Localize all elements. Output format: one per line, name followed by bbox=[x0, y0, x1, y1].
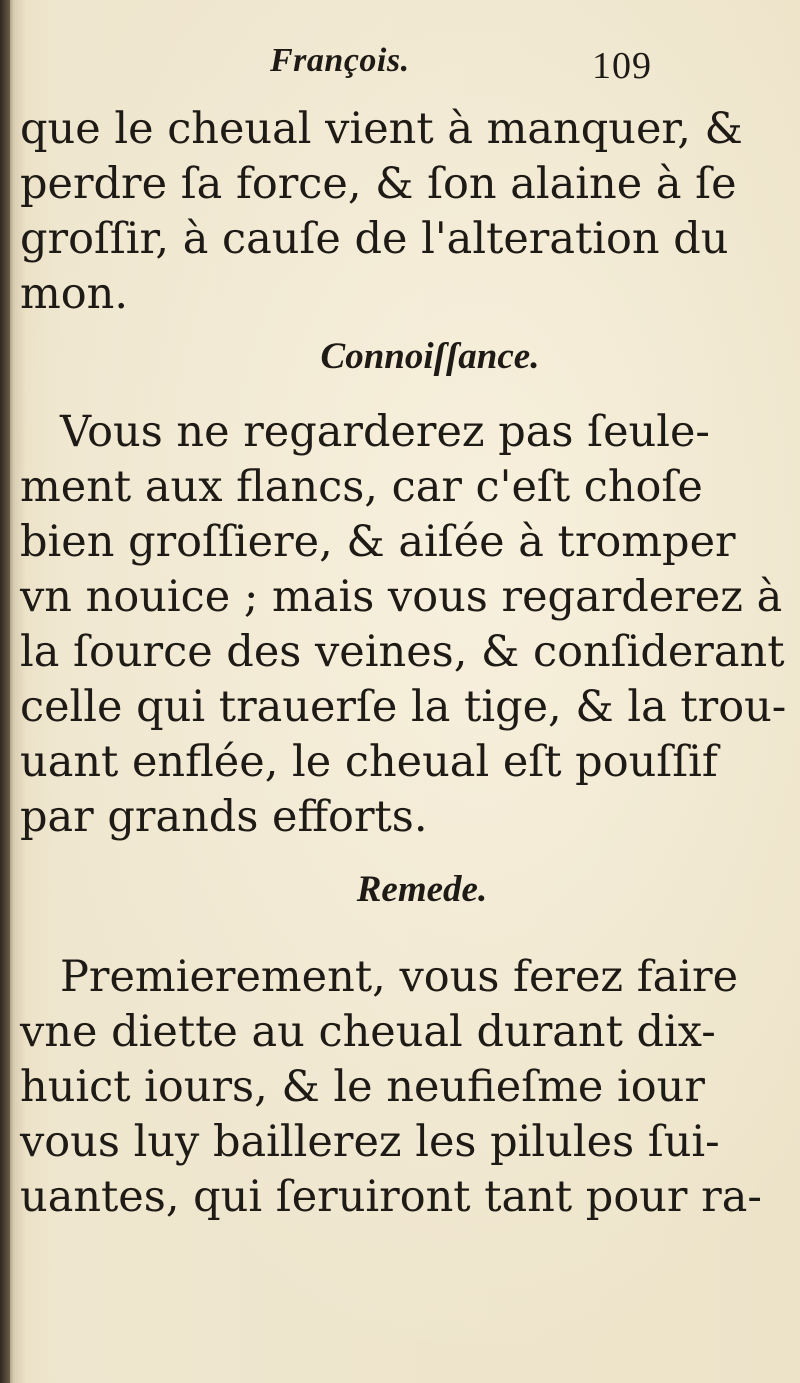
text-line: vous luy baillerez les pilules ſui- bbox=[20, 1117, 720, 1167]
text-line: vne diette au cheual durant dix- bbox=[20, 1007, 716, 1057]
running-head bbox=[0, 38, 800, 90]
text-line: bien groſſiere, & aiſée à tromper bbox=[20, 517, 736, 567]
text-line: la ſource des veines, & conſiderant bbox=[20, 627, 785, 677]
text-line: uantes, qui ſeruiront tant pour ra- bbox=[20, 1172, 762, 1222]
text-line: vn nouice ; mais vous regarderez à bbox=[20, 572, 783, 622]
text-line: mon. bbox=[20, 269, 129, 319]
binding-edge bbox=[0, 0, 10, 1383]
paragraph-continuation bbox=[20, 102, 743, 322]
text-line: huict iours, & le neufieſme iour bbox=[20, 1062, 705, 1112]
text-line: uant enflée, le cheual eſt pouſſif bbox=[20, 737, 718, 787]
text-line: perdre ſa force, & ſon alaine à ſe bbox=[20, 159, 737, 209]
page-number: 109 bbox=[592, 45, 652, 87]
paragraph-remede bbox=[20, 950, 762, 1225]
text-line: groſſir, à cauſe de l'alteration du bbox=[20, 214, 729, 264]
text-line: Premierement, vous ferez faire bbox=[60, 952, 739, 1002]
section-heading-connoissance: Connoiſſance. bbox=[320, 336, 540, 377]
text-line: celle qui trauerſe la tige, & la trou- bbox=[20, 682, 787, 732]
text-line: par grands efforts. bbox=[20, 792, 428, 842]
text-line: Vous ne regarderez pas ſeule- bbox=[60, 407, 710, 457]
text-line: que le cheual vient à manquer, & bbox=[20, 104, 743, 154]
running-title: François. bbox=[270, 42, 410, 79]
section-heading-remede: Remede. bbox=[356, 869, 488, 910]
text-line: ment aux flancs, car c'eſt choſe bbox=[20, 462, 703, 512]
paragraph-connoissance bbox=[20, 405, 787, 845]
